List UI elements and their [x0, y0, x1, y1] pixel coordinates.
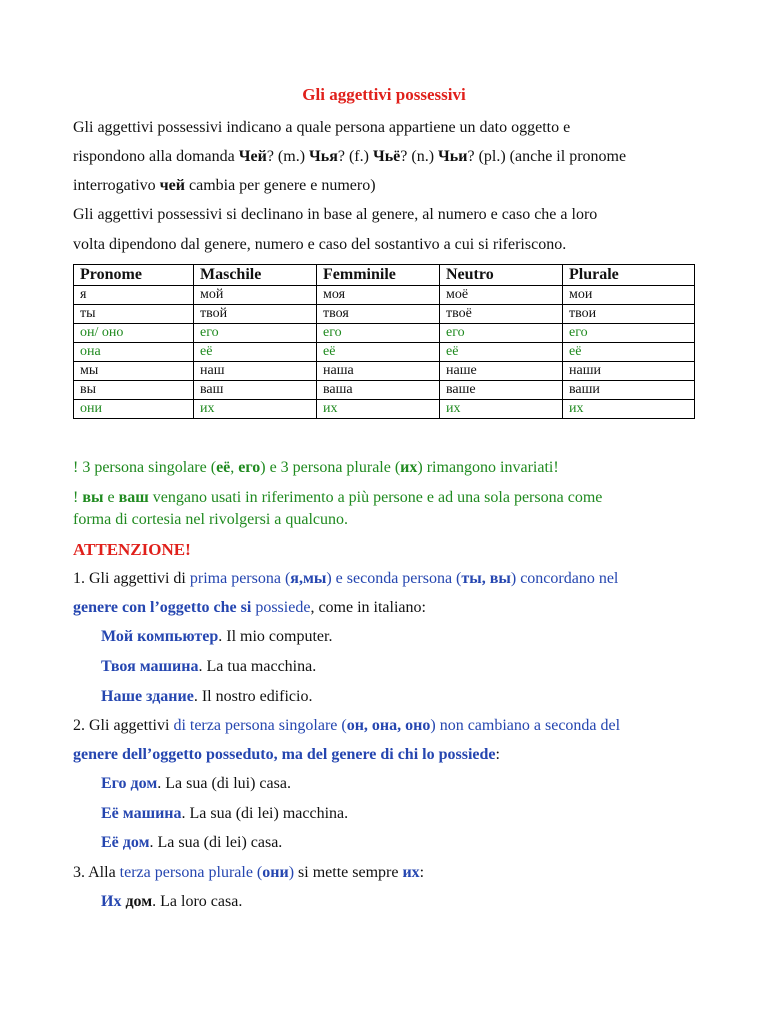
header-pronome: Pronome	[74, 265, 194, 286]
rule-word: они	[262, 864, 289, 881]
table-cell: ваш	[194, 381, 317, 400]
table-cell: их	[440, 400, 563, 419]
note-courtesy-line-2	[73, 510, 348, 530]
note-invariable	[73, 458, 559, 478]
table-row	[74, 362, 695, 381]
question-plural: Чьи	[438, 148, 468, 165]
example-russian: Мой компьютер	[101, 628, 219, 645]
example-russian: Наше здание	[101, 688, 194, 705]
intro-text: ? (n.)	[400, 148, 439, 165]
table-cell: его	[194, 324, 317, 343]
rule-2-line-1	[73, 716, 620, 736]
intro-text: ? (f.)	[337, 148, 373, 165]
intro-line-1	[73, 118, 570, 138]
example-row	[101, 774, 291, 794]
example-italian: . La sua (di lei) casa.	[149, 834, 283, 851]
rule-text: :	[495, 746, 500, 763]
table-cell: твои	[563, 305, 695, 324]
header-femminile: Femminile	[317, 265, 440, 286]
rule-word: ты, вы	[461, 570, 511, 587]
example-italian: . Il mio computer.	[218, 628, 333, 645]
table-cell: твоя	[317, 305, 440, 324]
table-cell: наша	[317, 362, 440, 381]
rule-highlight: terza persona plurale (	[119, 864, 263, 881]
page-title: Gli aggettivi possessivi	[302, 85, 466, 104]
intro-text: volta dipendono dal genere, numero e caso del sostantivo a cui si riferiscono.	[73, 236, 567, 253]
table-cell: их	[563, 400, 695, 419]
rule-3-line	[73, 863, 424, 883]
table-row	[74, 305, 695, 324]
note-word: вы	[82, 489, 104, 506]
table-cell: ваши	[563, 381, 695, 400]
rule-highlight: ) concordano nel	[510, 570, 619, 587]
table-cell: её	[317, 343, 440, 362]
intro-text: ? (pl.) (anche il pronome	[467, 148, 627, 165]
table-cell: моя	[317, 286, 440, 305]
attention-heading: ATTENZIONE!	[73, 540, 191, 559]
example-russian: Его дом	[101, 775, 158, 792]
rule-highlight: ) e seconda persona (	[326, 570, 462, 587]
table-cell: моё	[440, 286, 563, 305]
example-row	[101, 627, 332, 647]
table-cell: он/ оно	[74, 324, 194, 343]
table-row	[74, 400, 695, 419]
question-masculine: Чей	[238, 148, 267, 165]
table-cell: его	[440, 324, 563, 343]
intro-text: ? (m.)	[266, 148, 310, 165]
table-cell: твой	[194, 305, 317, 324]
note-word: ваш	[118, 489, 149, 506]
rule-word: их	[402, 864, 420, 881]
table-cell: ваша	[317, 381, 440, 400]
intro-text: rispondono alla domanda	[73, 148, 239, 165]
rule-highlight: genere con l’oggetto che si	[73, 599, 252, 616]
rule-text: 3. Alla	[73, 864, 120, 881]
rule-text: 2. Gli aggettivi	[73, 717, 174, 734]
example-italian: . La sua (di lei) macchina.	[181, 805, 349, 822]
rule-highlight: genere dell’oggetto posseduto, ma del genere di chi lo possiede	[73, 746, 496, 763]
header-maschile: Maschile	[194, 265, 317, 286]
note-courtesy-line-1	[73, 488, 602, 508]
table-cell: она	[74, 343, 194, 362]
table-cell: ты	[74, 305, 194, 324]
example-russian: дом	[121, 893, 153, 910]
rule-text: 1. Gli aggettivi di	[73, 570, 190, 587]
intro-line-2	[73, 147, 626, 167]
rule-highlight: prima persona (	[189, 570, 291, 587]
note-text: ) rimangono invariati!	[417, 459, 559, 476]
note-word: её	[216, 459, 231, 476]
rule-text: si mette sempre	[294, 864, 403, 881]
table-row	[74, 381, 695, 400]
rule-text: , come in italiano:	[310, 599, 426, 616]
note-word: его	[238, 459, 261, 476]
note-text: ! 3 persona singolare (	[73, 459, 217, 476]
table-cell: мой	[194, 286, 317, 305]
intro-line-4	[73, 205, 597, 225]
table-cell: наше	[440, 362, 563, 381]
example-row	[101, 833, 282, 853]
example-row	[101, 657, 316, 677]
table-cell: я	[74, 286, 194, 305]
example-russian: Твоя машина	[101, 658, 199, 675]
example-italian: . La loro casa.	[152, 893, 243, 910]
intro-text: cambia per genere e numero)	[184, 177, 376, 194]
table-cell: мои	[563, 286, 695, 305]
table-cell: наш	[194, 362, 317, 381]
intro-text: Gli aggettivi possessivi si declinano in base al genere, al numero e caso che a loro	[73, 206, 598, 223]
example-russian: Их	[101, 893, 122, 910]
example-italian: . La tua macchina.	[198, 658, 317, 675]
question-neuter: Чьё	[372, 148, 401, 165]
example-russian: Её дом	[101, 834, 150, 851]
table-row	[74, 324, 695, 343]
table-cell: её	[440, 343, 563, 362]
table-cell: ваше	[440, 381, 563, 400]
table-cell: твоё	[440, 305, 563, 324]
rule-word: он, она, оно	[346, 717, 431, 734]
intro-text: interrogativo	[73, 177, 160, 194]
rule-text: :	[419, 864, 425, 881]
note-text: forma di cortesia nel rivolgersi a qualcuno.	[73, 511, 349, 528]
example-row	[101, 687, 312, 707]
header-plurale: Plurale	[563, 265, 695, 286]
table-cell: их	[317, 400, 440, 419]
rule-1-line-2	[73, 598, 426, 618]
table-row	[74, 286, 695, 305]
example-row	[101, 892, 242, 912]
example-italian: . La sua (di lui) casa.	[157, 775, 291, 792]
rule-word: я,мы	[290, 570, 327, 587]
note-text: e	[103, 489, 119, 506]
table-cell: его	[317, 324, 440, 343]
example-italian: . Il nostro edificio.	[193, 688, 313, 705]
rule-highlight: possiede	[251, 599, 311, 616]
table-cell: они	[74, 400, 194, 419]
table-cell: его	[563, 324, 695, 343]
table-header-row	[74, 265, 695, 286]
rule-highlight: ) non cambiano a seconda del	[430, 717, 621, 734]
table-cell: её	[194, 343, 317, 362]
header-neutro: Neutro	[440, 265, 563, 286]
note-text: !	[73, 489, 83, 506]
example-russian: Её машина	[101, 805, 182, 822]
table-row	[74, 343, 695, 362]
table-cell: наши	[563, 362, 695, 381]
note-text: ) e 3 persona plurale (	[260, 459, 401, 476]
interrogative-word: чей	[159, 177, 185, 194]
intro-line-5	[73, 235, 566, 255]
table-cell: их	[194, 400, 317, 419]
question-feminine: Чья	[309, 148, 338, 165]
rule-highlight: di terza persona singolare (	[173, 717, 347, 734]
rule-1-line-1	[73, 569, 618, 589]
intro-text: Gli aggettivi possessivi indicano a quale persona appartiene un dato oggetto e	[73, 119, 571, 136]
example-row	[101, 804, 348, 824]
table-cell: её	[563, 343, 695, 362]
table-cell: мы	[74, 362, 194, 381]
rule-highlight: )	[288, 864, 295, 881]
rule-2-line-2	[73, 745, 500, 765]
intro-line-3	[73, 176, 376, 196]
note-word: их	[400, 459, 418, 476]
table-cell: вы	[74, 381, 194, 400]
possessives-table	[73, 264, 695, 419]
note-text: ,	[230, 459, 239, 476]
note-text: vengano usati in riferimento a più persone e ad una sola persona come	[148, 489, 603, 506]
